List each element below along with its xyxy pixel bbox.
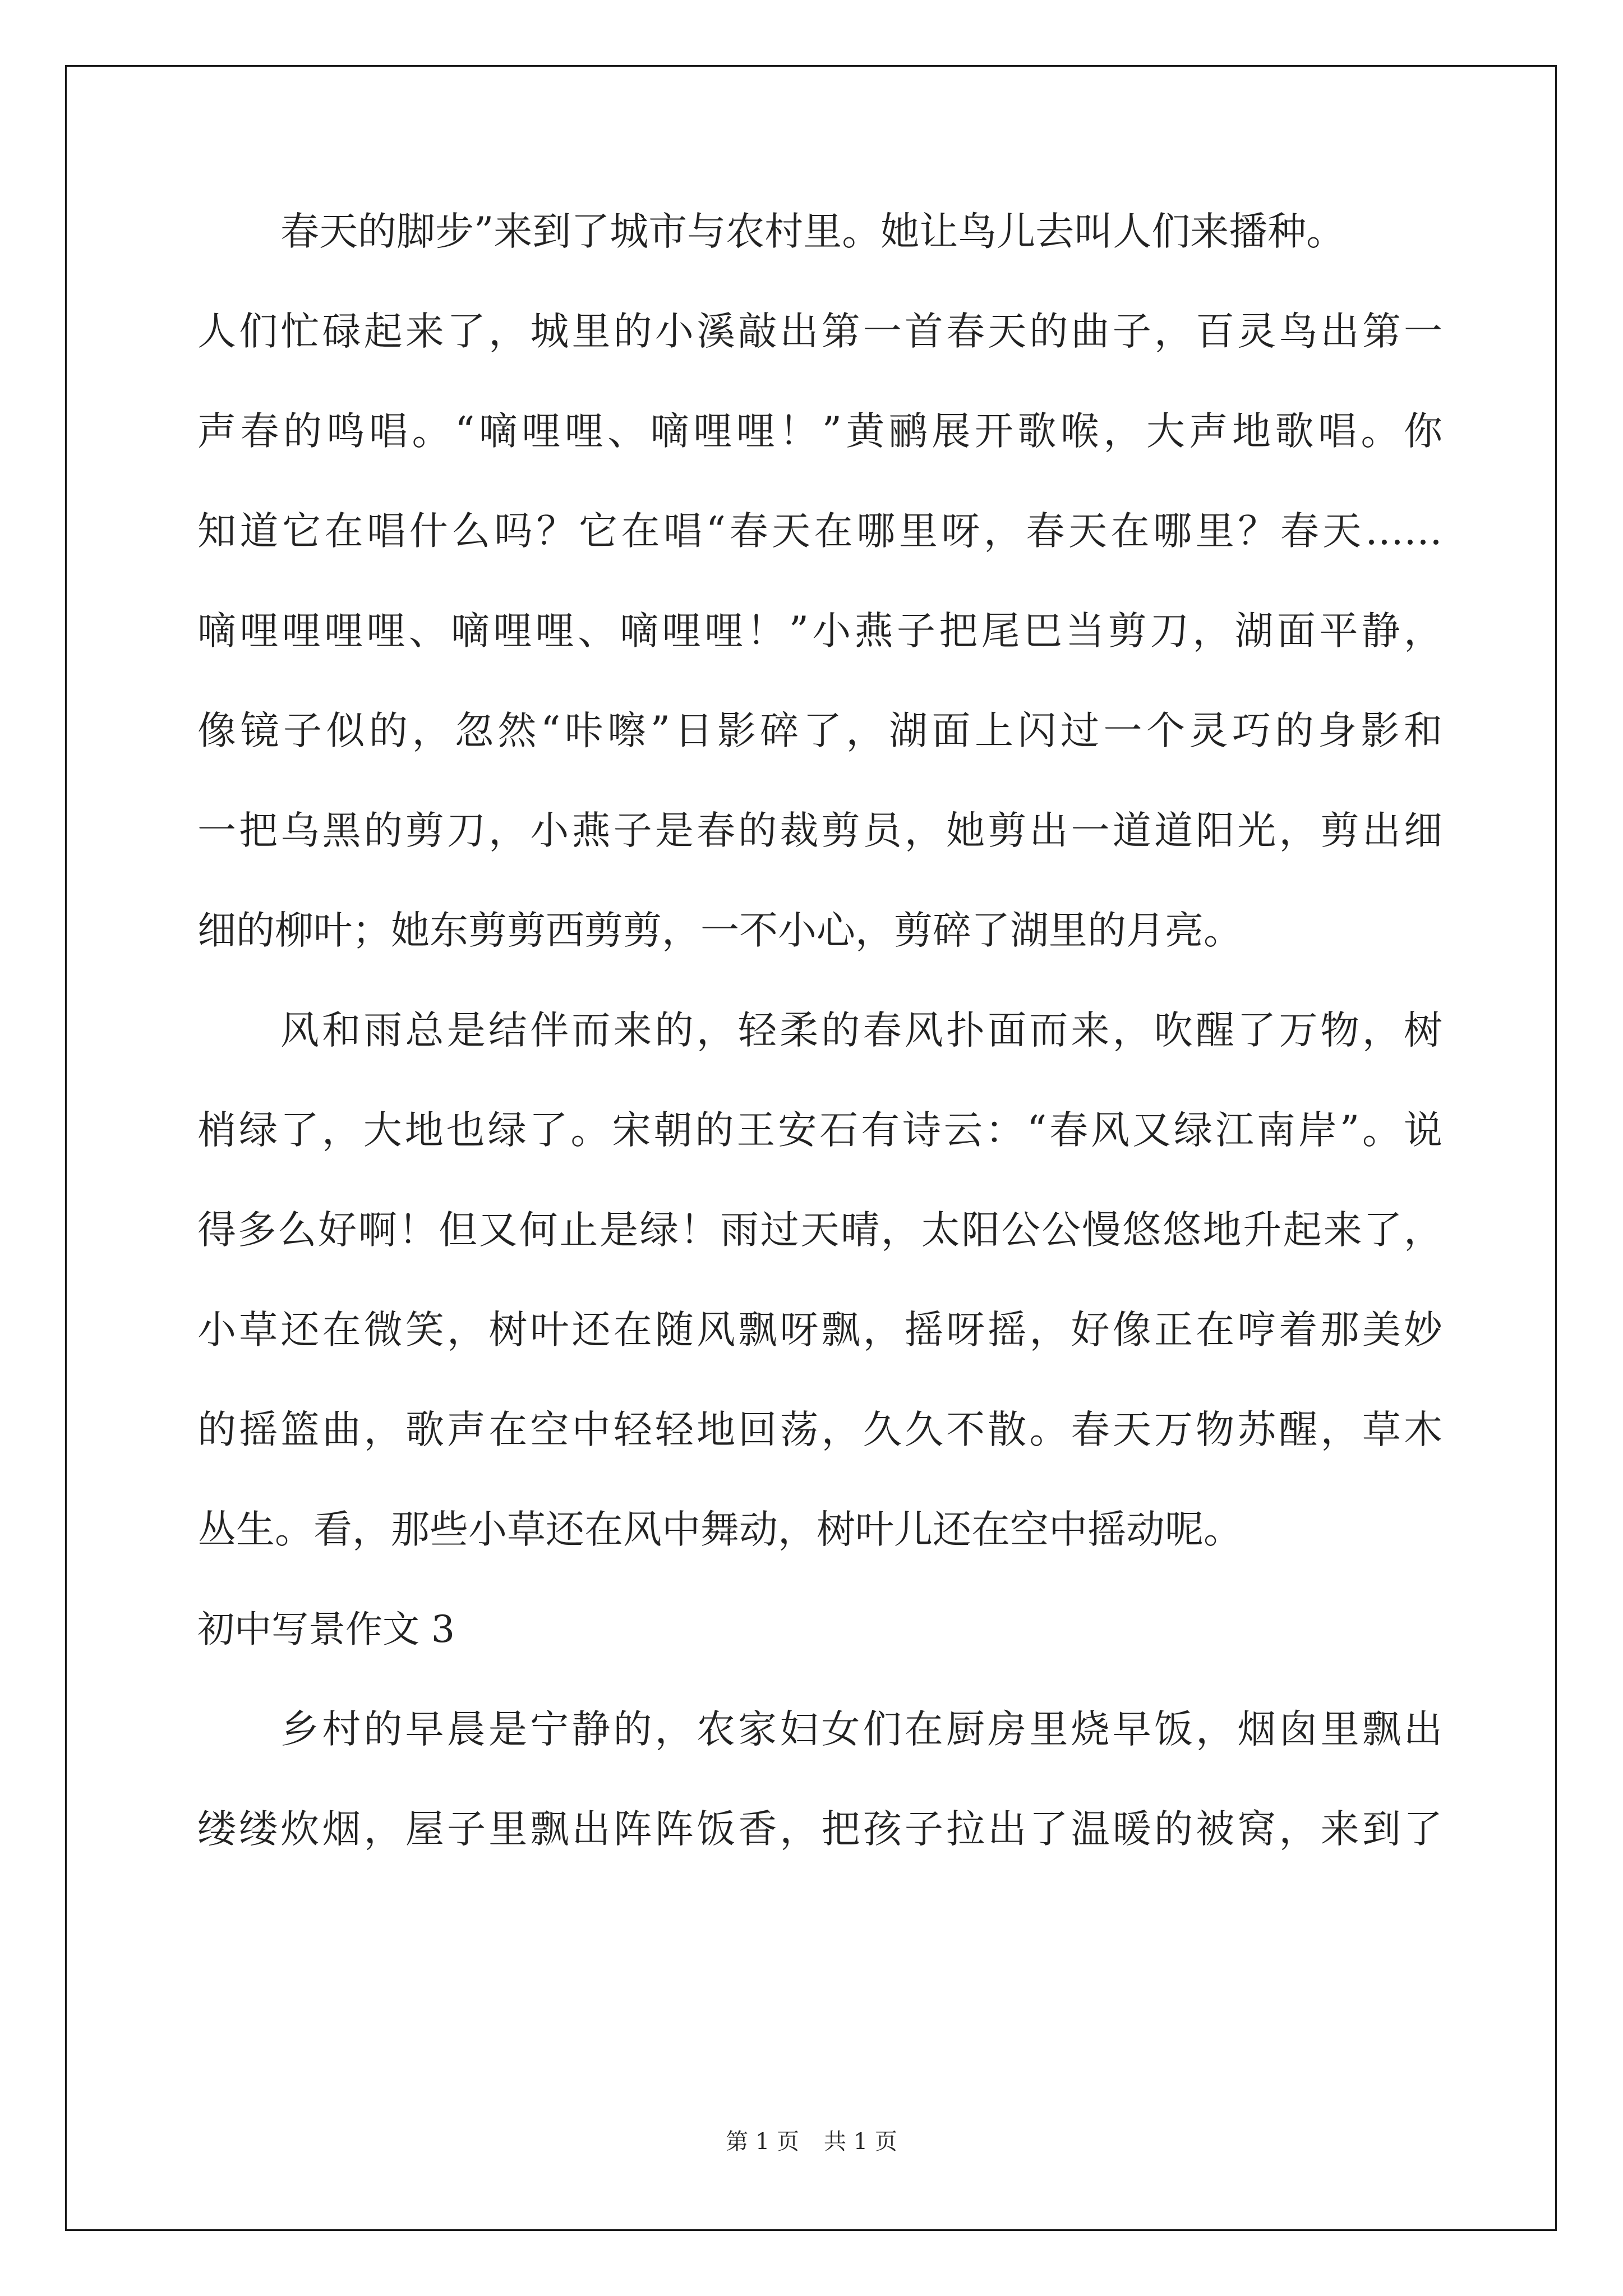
paragraph-2-line-5: 的摇篮曲，歌声在空中轻轻地回荡，久久不散。春天万物苏醒，草木 [197,1407,1442,1452]
paragraph-1-line-2: 人们忙碌起来了，城里的小溪敲出第一首春天的曲子，百灵鸟出第一 [197,309,1442,354]
paragraph-2-line-2: 梢绿了，大地也绿了。宋朝的王安石有诗云：“春风又绿江南岸”。说 [197,1108,1442,1153]
paragraph-1-line-4: 知道它在唱什么吗？它在唱“春天在哪里呀，春天在哪里？春天…… [197,509,1442,554]
paragraph-2-line-4: 小草还在微笑，树叶还在随风飘呀飘，摇呀摇，好像正在哼着那美妙 [197,1308,1442,1352]
paragraph-2-line-6: 丛生。看，那些小草还在风中舞动，树叶儿还在空中摇动呢。 [197,1507,1242,1552]
section-heading: 初中写景作文 3 [197,1608,455,1651]
paragraph-1-line-5: 嘀哩哩哩哩、嘀哩哩、嘀哩哩！”小燕子把尾巴当剪刀，湖面平静， [197,609,1442,654]
paragraph-1-line-7: 一把乌黑的剪刀，小燕子是春的裁剪员，她剪出一道道阳光，剪出细 [197,808,1442,853]
paragraph-2-line-1: 风和雨总是结伴而来的，轻柔的春风扑面而来，吹醒了万物，树 [280,1008,1442,1053]
paragraph-1-line-6: 像镜子似的，忽然“咔嚓”日影碎了，湖面上闪过一个灵巧的身影和 [197,708,1442,753]
paragraph-3-line-1: 乡村的早晨是宁静的，农家妇女们在厨房里烧早饭，烟囱里飘出 [280,1707,1442,1752]
page-footer [0,2125,1623,2159]
page-number: 第 1 页 [726,2129,799,2155]
paragraph-1-line-3: 声春的鸣唱。“嘀哩哩、嘀哩哩！”黄鹂展开歌喉，大声地歌唱。你 [197,409,1442,454]
paragraph-1-line-8: 细的柳叶；她东剪剪西剪剪，一不小心，剪碎了湖里的月亮。 [197,908,1242,953]
paragraph-1-line-1: 春天的脚步”来到了城市与农村里。她让鸟儿去叫人们来播种。 [280,209,1345,254]
paragraph-3-line-2: 缕缕炊烟，屋子里飘出阵阵饭香，把孩子拉出了温暖的被窝，来到了 [197,1807,1442,1852]
paragraph-2-line-3: 得多么好啊！但又何止是绿！雨过天晴，太阳公公慢悠悠地升起来了， [197,1208,1442,1253]
page-total: 共 1 页 [824,2129,897,2155]
